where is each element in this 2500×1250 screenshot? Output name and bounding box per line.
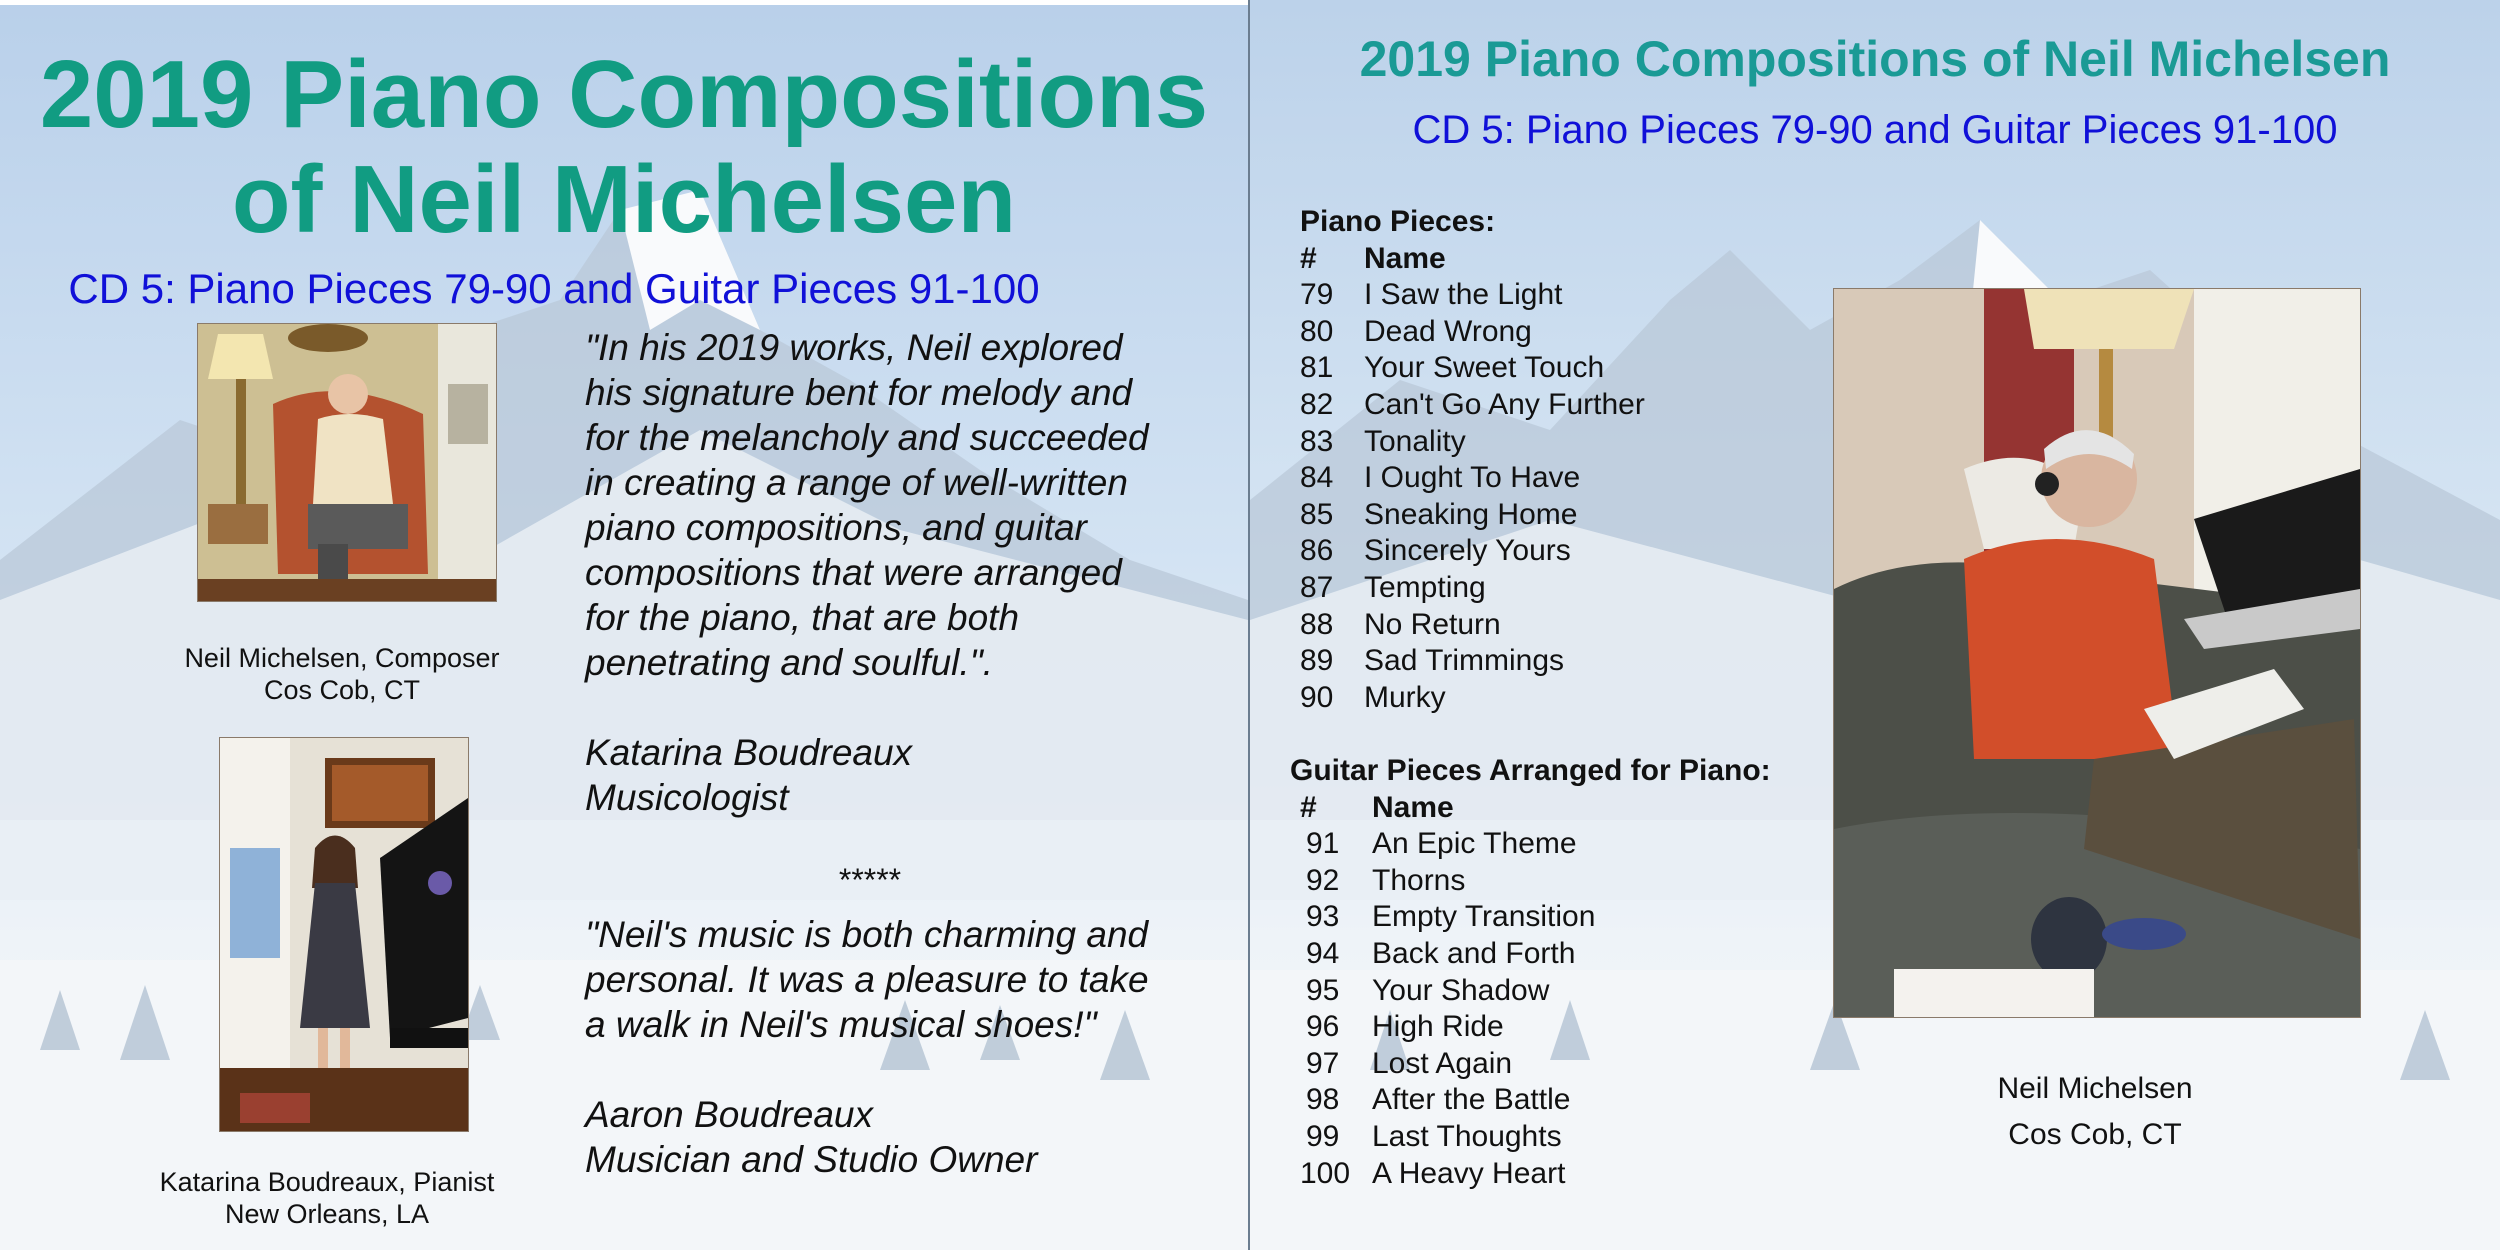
quote1-line: for the piano, that are both [585,597,1020,638]
piano-list-header [1300,241,1800,278]
piece-name: Back and Forth [1372,936,1576,970]
piece-name: I Ought To Have [1364,461,1581,495]
piece-name: Lost Again [1372,1046,1513,1080]
piece-number: 93 [1306,900,1340,934]
piece-name: After the Battle [1372,1083,1571,1117]
piece-number: 84 [1300,461,1334,495]
list-item [1300,350,1800,387]
pianist-caption [112,1166,542,1230]
list-item [1300,680,1800,717]
quote2-author: Aaron Boudreaux [585,1094,873,1135]
pianist-caption-place: New Orleans, LA [224,1199,430,1229]
neil-photo-art [1834,289,2360,1017]
piano-pieces-list [1300,204,1800,716]
piece-name: I Saw the Light [1364,278,1563,312]
quote-block-2 [585,912,1225,1182]
piece-name: Thorns [1372,863,1466,897]
list-item [1290,899,1850,936]
title-line-2: of Neil Michelsen [231,146,1017,253]
quote2-line: personal. It was a pleasure to take [585,959,1149,1000]
piece-name: Your Sweet Touch [1364,351,1605,385]
piece-number: 98 [1306,1083,1340,1117]
piece-name: Sneaking Home [1364,497,1578,531]
piece-name: High Ride [1372,1010,1504,1044]
guitar-list-header [1290,790,1850,827]
piece-name: Your Shadow [1372,973,1550,1007]
piece-name: Sad Trimmings [1364,644,1565,678]
piece-name: Last Thoughts [1372,1119,1562,1153]
list-item [1300,387,1800,424]
list-item [1290,826,1850,863]
col-num-header: # [1300,241,1317,275]
piece-number: 90 [1300,680,1334,714]
list-item [1300,314,1800,351]
separator-stars: ***** [838,862,902,898]
right-subtitle: CD 5: Piano Pieces 79-90 and Guitar Pieces 91-100 [1412,108,2338,152]
list-item [1300,277,1800,314]
neil-caption-place: Cos Cob, CT [2008,1118,2182,1151]
list-item [1300,533,1800,570]
piece-number: 96 [1306,1010,1340,1044]
list-item [1290,973,1850,1010]
composer-photo [197,323,497,602]
quote1-line: in creating a range of well-written [585,462,1128,503]
page-title [0,42,1248,252]
composer-caption-place: Cos Cob, CT [263,675,421,705]
list-item [1300,497,1800,534]
list-item [1290,1046,1850,1083]
quote1-line: his signature bent for melody and [585,372,1133,413]
piece-number: 83 [1300,424,1334,458]
piece-number: 85 [1300,497,1334,531]
list-item [1290,1156,1850,1193]
list-item [1290,936,1850,973]
title-line-1: 2019 Piano Compositions [39,41,1209,148]
piece-number: 100 [1300,1156,1351,1190]
piano-heading: Piano Pieces: [1300,205,1496,238]
quote2-line: "Neil's music is both charming and [585,914,1149,955]
neil-photo [1833,288,2361,1018]
quote2-role: Musician and Studio Owner [585,1139,1038,1180]
guitar-heading: Guitar Pieces Arranged for Piano: [1290,754,1771,787]
composer-photo-art [198,324,496,601]
col-name-header: Name [1372,790,1454,824]
piece-name: A Heavy Heart [1372,1156,1566,1190]
piece-number: 94 [1306,936,1340,970]
piece-number: 86 [1300,534,1334,568]
quote1-line: for the melancholy and succeeded [585,417,1149,458]
list-item [1290,1119,1850,1156]
list-item [1300,424,1800,461]
cd-subtitle: CD 5: Piano Pieces 79-90 and Guitar Pieces 91-100 [68,265,1040,312]
quote1-author: Katarina Boudreaux [585,732,913,773]
quote1-line: compositions that were arranged [585,552,1122,593]
list-item [1300,607,1800,644]
quote1-line: penetrating and soulful.". [585,642,994,683]
list-item [1300,460,1800,497]
piece-name: Tempting [1364,570,1486,604]
piece-name: Can't Go Any Further [1364,387,1645,421]
piece-number: 92 [1306,863,1340,897]
col-name-header: Name [1364,241,1446,275]
quote2-line: a walk in Neil's musical shoes!" [585,1004,1097,1045]
quote-block-1 [585,325,1225,820]
piece-number: 88 [1300,607,1334,641]
list-item [1300,643,1800,680]
piece-number: 87 [1300,570,1334,604]
piece-number: 82 [1300,387,1334,421]
piece-name: Murky [1364,680,1446,714]
piece-number: 91 [1306,827,1340,861]
piece-number: 97 [1306,1046,1340,1080]
composer-caption [132,642,552,706]
neil-caption-name: Neil Michelsen [1997,1072,2193,1105]
piece-name: Tonality [1364,424,1466,458]
pianist-photo-art [220,738,468,1131]
left-panel [0,0,1248,1250]
piece-number: 95 [1306,973,1340,1007]
pianist-photo [219,737,469,1132]
piece-name: Sincerely Yours [1364,534,1571,568]
piece-name: An Epic Theme [1372,827,1577,861]
list-item [1290,1009,1850,1046]
col-num-header: # [1300,790,1317,824]
piece-number: 89 [1300,644,1334,678]
list-item [1300,570,1800,607]
right-title: 2019 Piano Compositions of Neil Michelsen [1359,31,2391,87]
neil-photo-caption [1870,1066,2320,1158]
top-border [0,0,1248,5]
composer-caption-name: Neil Michelsen, Composer [184,643,500,673]
right-panel [1250,0,2500,1250]
piece-number: 81 [1300,351,1334,385]
piece-number: 80 [1300,314,1334,348]
piece-number: 79 [1300,278,1334,312]
quote1-line: "In his 2019 works, Neil explored [585,327,1123,368]
piece-number: 99 [1306,1119,1340,1153]
list-item [1290,1082,1850,1119]
list-item [1290,863,1850,900]
guitar-pieces-list [1290,753,1850,1192]
quote1-role: Musicologist [585,777,789,818]
piece-name: Empty Transition [1372,900,1596,934]
piece-name: No Return [1364,607,1501,641]
pianist-caption-name: Katarina Boudreaux, Pianist [159,1167,495,1197]
quote1-line: piano compositions, and guitar [585,507,1087,548]
piece-name: Dead Wrong [1364,314,1532,348]
